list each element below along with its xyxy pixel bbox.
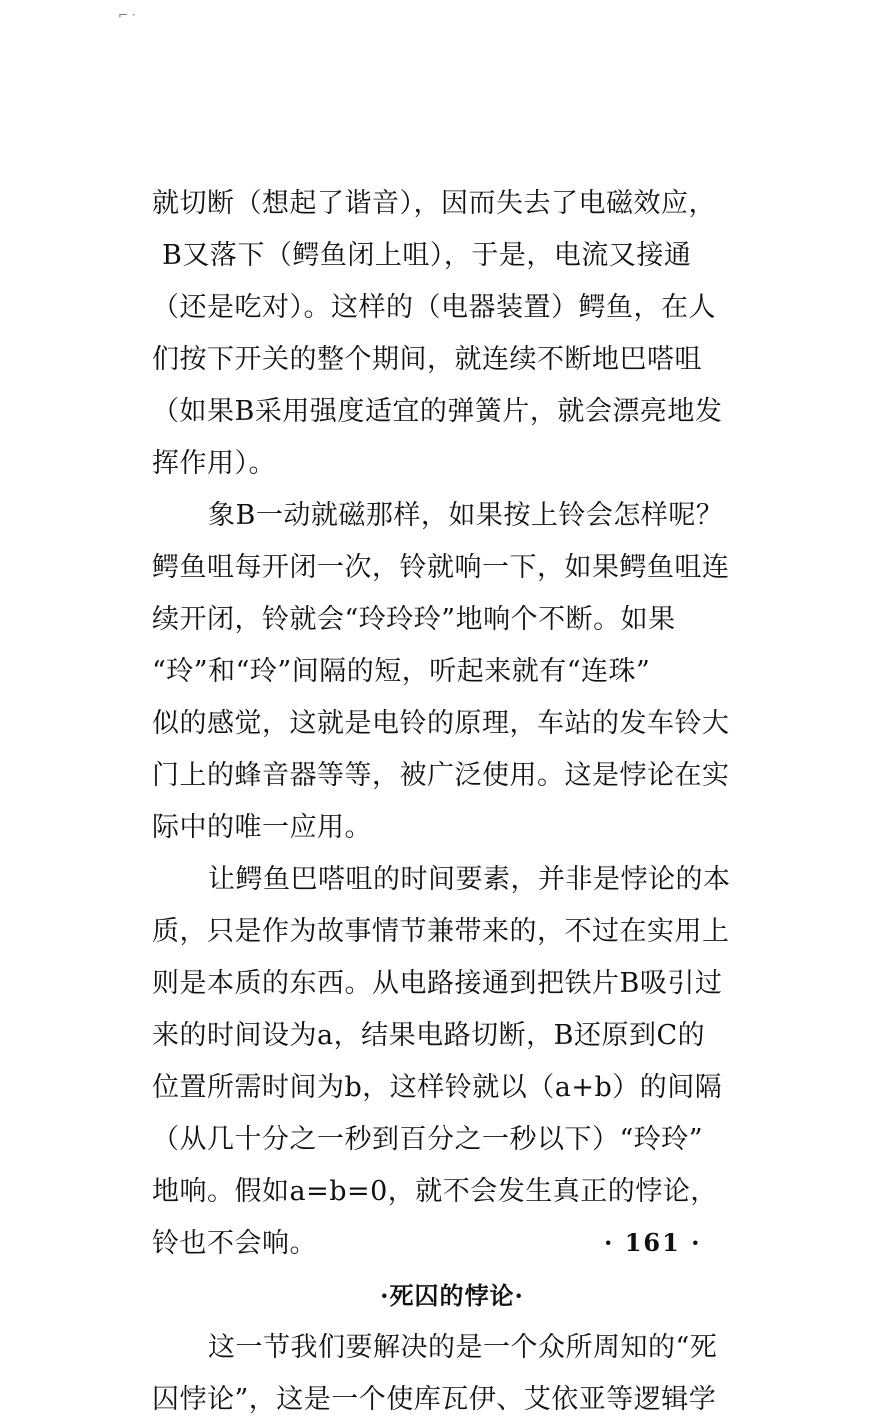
text-line: （如果B采用强度适宜的弹簧片，就会漂亮地发 <box>152 396 723 427</box>
text-line: 囚悖论”，这是一个使库瓦伊、艾依亚等逻辑学 <box>152 1384 717 1415</box>
text-line: “玲”和“玲”间隔的短，听起来就有“连珠” <box>152 656 651 687</box>
paragraph-first-line: 这一节我们要解决的是一个众所周知的“死 <box>208 1332 718 1363</box>
paragraph-first-line: 象B一动就磁那样，如果按上铃会怎样呢？ <box>208 500 724 531</box>
text-line: 就切断（想起了谐音），因而失去了电磁效应， <box>152 188 716 219</box>
text-line: 来的时间设为a，结果电路切断，B还原到C的 <box>152 1020 706 1051</box>
text-line: 续开闭，铃就会“玲玲玲”地响个不断。如果 <box>152 604 676 635</box>
text-line: 位置所需时间为b，这样铃就以（a+b）的间隔 <box>152 1072 723 1103</box>
text-line: 鳄鱼咀每开闭一次，铃就响一下，如果鳄鱼咀连 <box>152 552 730 583</box>
text-line: 铃也不会响。 <box>152 1228 317 1259</box>
paragraph-first-line: 让鳄鱼巴嗒咀的时间要素，并非是悖论的本 <box>208 864 731 895</box>
text-line: 地响。假如a=b=0，就不会发生真正的悖论， <box>152 1176 718 1207</box>
section-title: ·死囚的悖论· <box>380 1281 524 1310</box>
scan-artifact: ⌐ · <box>118 8 136 22</box>
text-line: （从几十分之一秒到百分之一秒以下）“玲玲” <box>152 1124 704 1155</box>
text-line: 际中的唯一应用。 <box>152 812 372 843</box>
text-line: B又落下（鳄鱼闭上咀），于是，电流又接通 <box>162 240 692 271</box>
text-line: 似的感觉，这就是电铃的原理，车站的发车铃大 <box>152 708 730 739</box>
text-line: 挥作用）。 <box>152 448 276 479</box>
page-number: · 161 · <box>604 1228 702 1257</box>
text-line: 们按下开关的整个期间，就连续不断地巴嗒咀 <box>152 344 702 375</box>
text-line: 门上的蜂音器等等，被广泛使用。这是悖论在实 <box>152 760 730 791</box>
text-line: 则是本质的东西。从电路接通到把铁片B吸引过 <box>152 968 723 999</box>
text-line: （还是吃对）。这样的（电器装置）鳄鱼，在人 <box>152 292 716 323</box>
text-line: 质，只是作为故事情节兼带来的，不过在实用上 <box>152 916 730 947</box>
